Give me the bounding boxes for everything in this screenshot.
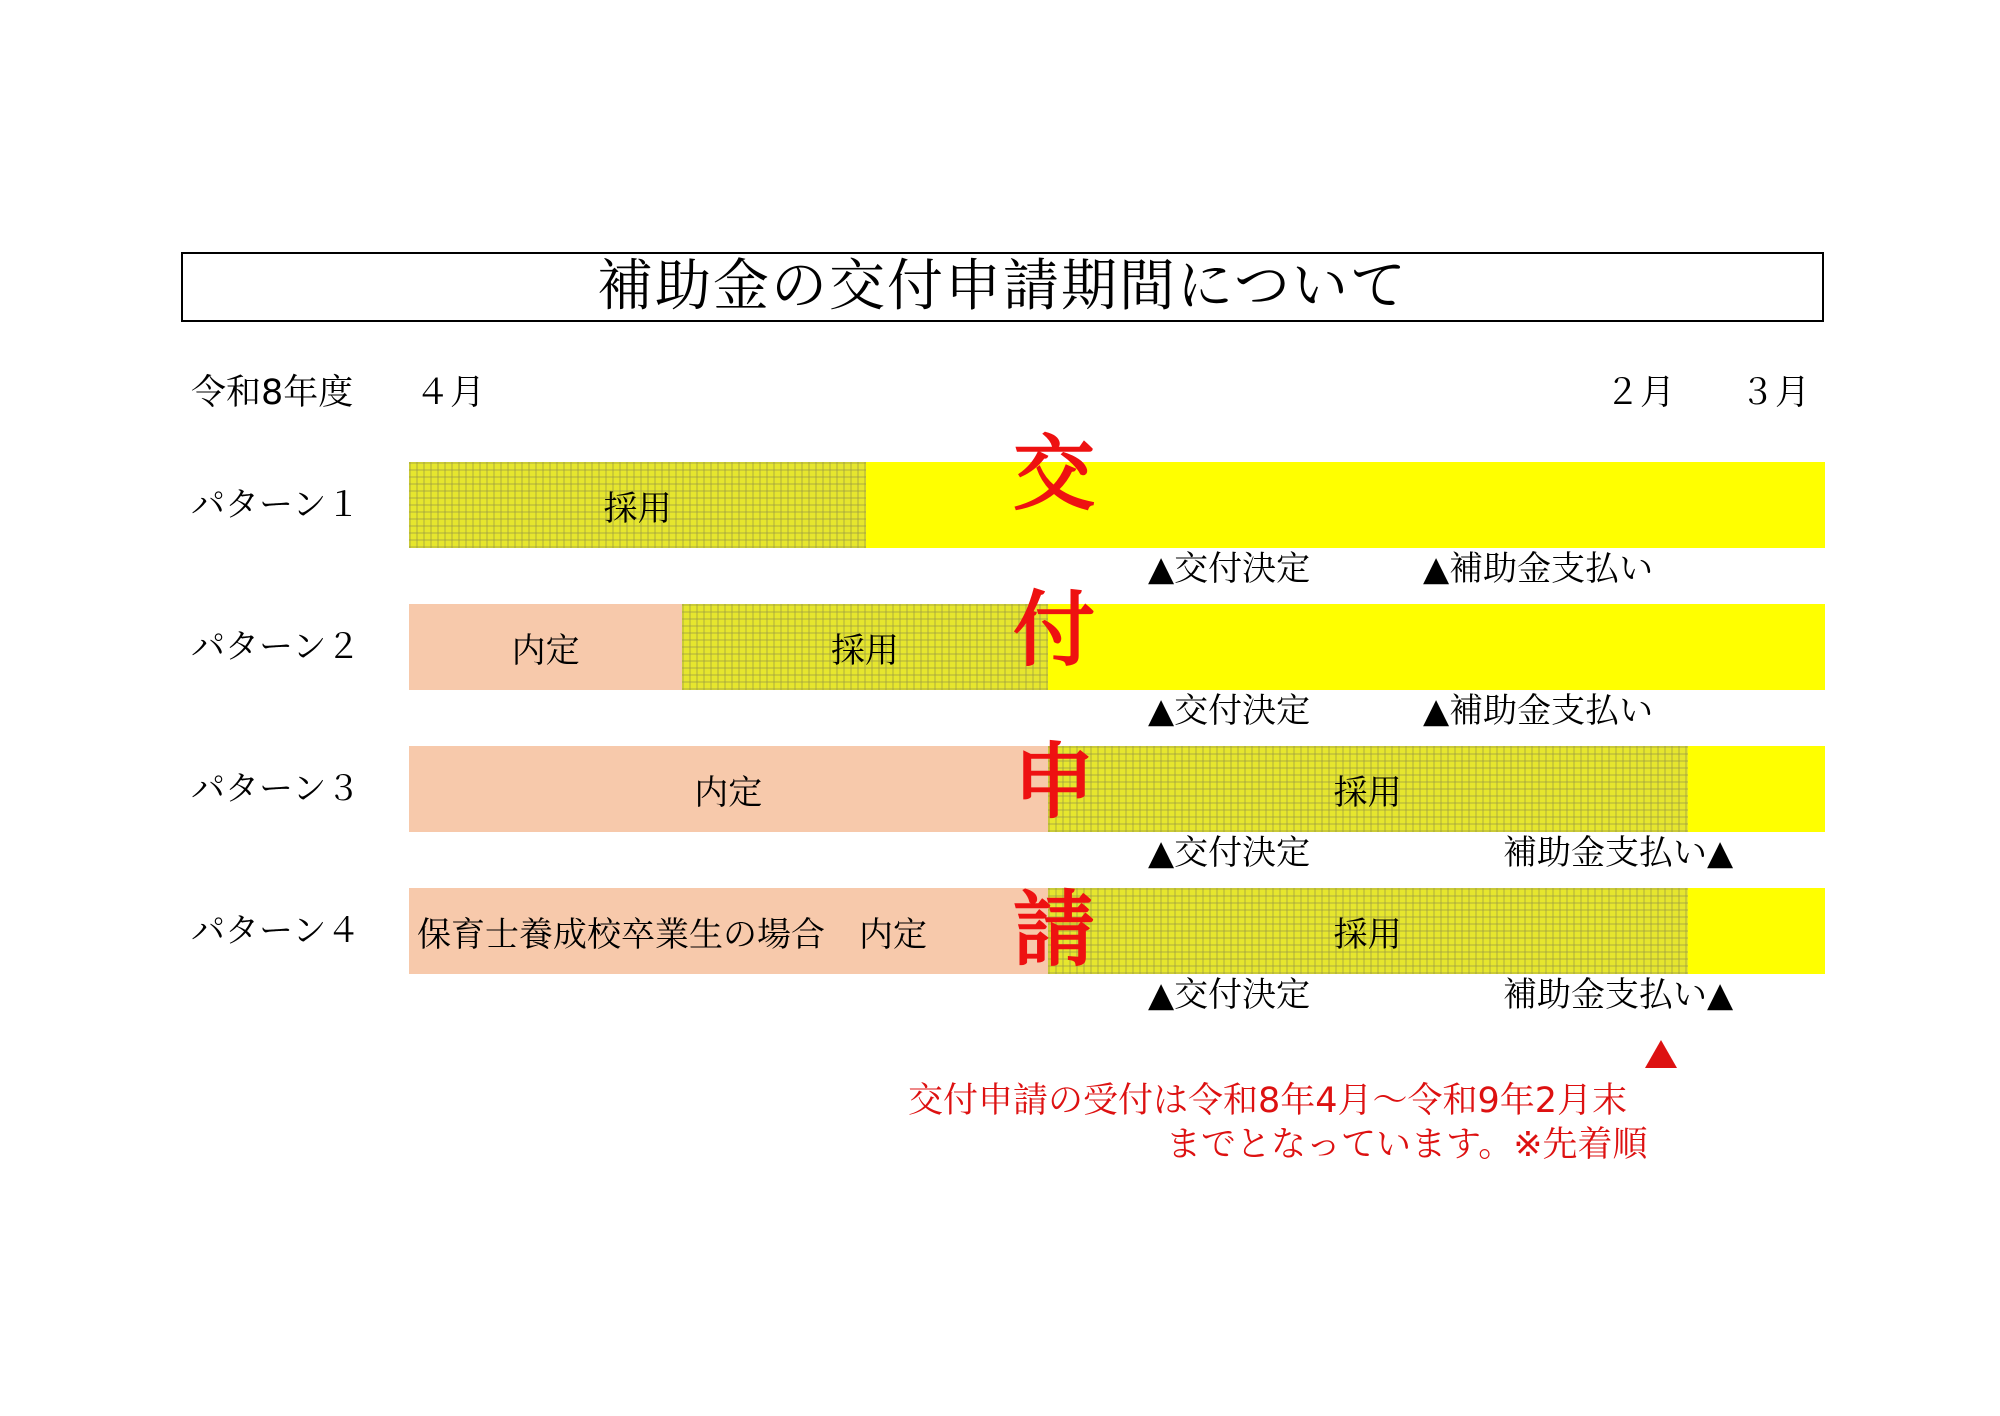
pattern-2-label: パターン２	[191, 627, 361, 667]
month-march-label: ３月	[1740, 373, 1811, 413]
pattern-3-segment-hired: 採用	[1048, 746, 1688, 832]
pattern-1-segment-hired: 採用	[409, 462, 866, 548]
pattern-4-segment-offer: 保育士養成校卒業生の場合 内定	[409, 888, 1048, 974]
pattern-4-label: パターン４	[191, 911, 361, 951]
pattern-4-segment-hired: 採用	[1048, 888, 1688, 974]
deadline-marker-triangle-icon	[1645, 1040, 1677, 1068]
pattern-1-label: パターン１	[191, 485, 361, 525]
application-vertical-char-2: 付	[1012, 583, 1095, 678]
pattern-3-segment-offer: 内定	[409, 746, 1048, 832]
pattern-2-segment-hired: 採用	[682, 604, 1047, 690]
pattern-1-payment-milestone: ▲補助金支払い	[1423, 549, 1654, 589]
application-vertical-char-1: 交	[1012, 427, 1095, 522]
pattern-2-payment-milestone: ▲補助金支払い	[1423, 691, 1654, 731]
pattern-1-decision-milestone: ▲交付決定	[1148, 549, 1311, 589]
pattern-2-segment-offer: 内定	[409, 604, 682, 690]
pattern-3-payment-milestone: 補助金支払い▲	[1503, 833, 1734, 873]
pattern-4-payment-milestone: 補助金支払い▲	[1503, 975, 1734, 1015]
pattern-1-bar	[409, 462, 1825, 548]
pattern-4-bar	[409, 883, 1825, 978]
pattern-3-decision-milestone: ▲交付決定	[1148, 833, 1311, 873]
application-period-note-line1: 交付申請の受付は令和8年4月～令和9年2月末	[908, 1081, 1628, 1121]
pattern-3-bar	[409, 746, 1825, 832]
pattern-3-label: パターン３	[191, 769, 361, 809]
fiscal-year-label: 令和8年度	[191, 373, 354, 413]
pattern-2-decision-milestone: ▲交付決定	[1148, 691, 1311, 731]
application-vertical-char-4: 請	[1012, 883, 1095, 978]
month-april-label: ４月	[415, 373, 486, 413]
pattern-4-decision-milestone: ▲交付決定	[1148, 975, 1311, 1015]
month-february-label: ２月	[1605, 373, 1676, 413]
pattern-2-bar	[409, 604, 1825, 690]
application-period-note-line2: までとなっています。※先着順	[1166, 1125, 1648, 1165]
application-vertical-char-3: 申	[1012, 735, 1095, 830]
page-title: 補助金の交付申請期間について	[181, 252, 1824, 322]
